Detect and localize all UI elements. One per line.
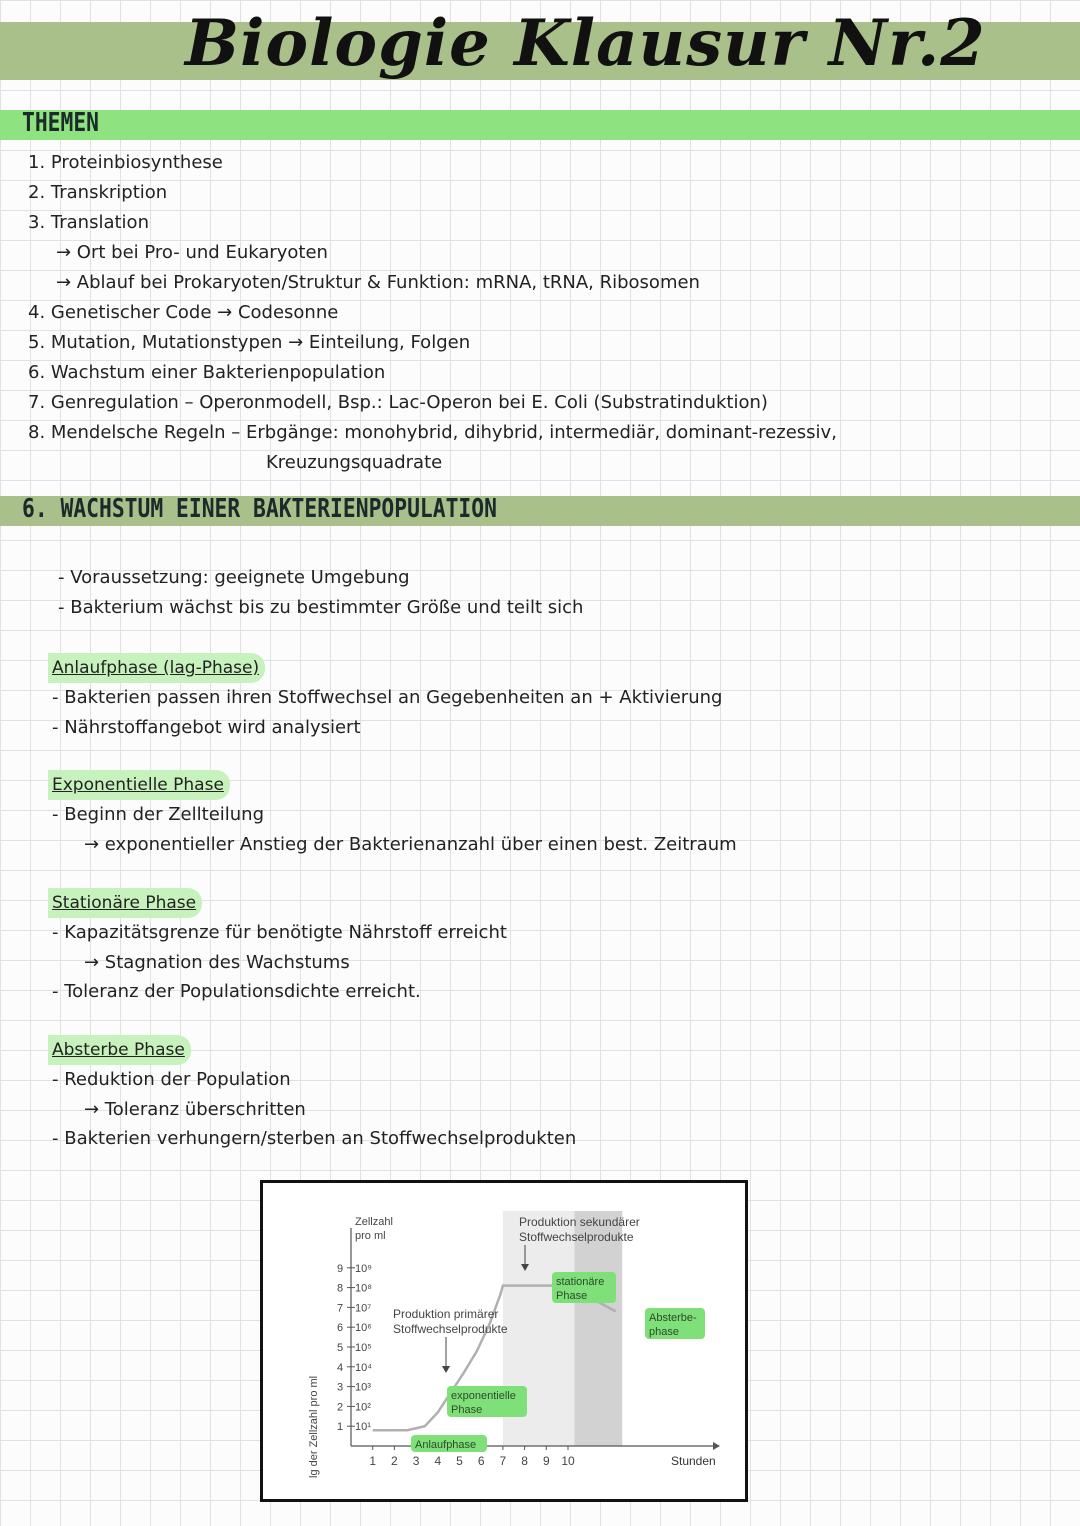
y-tick-label: 10⁹ (355, 1262, 372, 1275)
phase-item: - Beginn der Zellteilung (52, 804, 265, 825)
x-tick-label: 9 (542, 1454, 550, 1468)
y-axis-top-label-line1: Zellzahl (355, 1216, 393, 1228)
lag-phase-tag-text: Anlaufphase (415, 1439, 477, 1451)
death-phase-background (575, 1211, 623, 1446)
phase-heading: Anlaufphase (lag-Phase) (48, 653, 265, 683)
primary-products-label-line2: Stoffwechselprodukte (393, 1322, 508, 1336)
y-tick-number: 7 (337, 1302, 344, 1315)
growth-chart (263, 1183, 745, 1499)
y-tick-number: 8 (337, 1282, 344, 1295)
phase-item: - Bakterien verhungern/sterben an Stoffwechselprodukten (52, 1128, 577, 1149)
secondary-products-label-line2: Stoffwechselprodukte (519, 1230, 634, 1244)
phase-items (52, 918, 507, 1007)
phase-heading: Absterbe Phase (48, 1035, 191, 1065)
intro-item: - Voraussetzung: geeignete Umgebung (58, 567, 410, 588)
y-tick-label: 10⁴ (355, 1361, 372, 1374)
phase-item: - Nährstoffangebot wird analysiert (52, 716, 361, 738)
phase-item: → exponentieller Anstieg der Bakterienanzahl über einen best. Zeitraum (84, 833, 737, 855)
themen-item: → Ort bei Pro- und Eukaryoten (56, 242, 328, 263)
y-tick-number: 9 (337, 1262, 344, 1275)
themen-list (28, 148, 837, 478)
x-tick-label: 1 (369, 1454, 377, 1468)
y-tick-label: 10² (355, 1401, 371, 1414)
phase-item: - Kapazitätsgrenze für benötigte Nährstoff erreicht (52, 922, 507, 943)
themen-item: 3. Translation (28, 212, 149, 233)
x-tick-label: 4 (434, 1454, 442, 1468)
intro-list (58, 563, 583, 623)
x-tick-label: 7 (499, 1454, 507, 1468)
themen-heading: THEMEN (22, 108, 100, 138)
phase-heading: Stationäre Phase (48, 888, 202, 918)
x-tick-label: 10 (561, 1454, 575, 1468)
y-tick-number: 3 (337, 1381, 344, 1394)
exp-phase-tag-line2: Phase (451, 1404, 483, 1416)
x-tick-label: 5 (456, 1454, 463, 1468)
x-tick-label: 2 (391, 1454, 398, 1468)
y-tick-label: 10⁶ (355, 1322, 372, 1335)
themen-item: 4. Genetischer Code → Codesonne (28, 302, 339, 323)
x-axis-arrowhead (713, 1442, 720, 1450)
primary-products-label-line1: Produktion primärer (393, 1307, 499, 1321)
y-tick-number: 2 (337, 1401, 344, 1414)
y-tick-label: 10⁸ (355, 1282, 372, 1295)
phase-item: → Stagnation des Wachstums (84, 951, 350, 973)
themen-item: Kreuzungsquadrate (266, 452, 443, 473)
themen-item: 2. Transkription (28, 182, 168, 203)
x-tick-label: 6 (477, 1454, 485, 1468)
primary-products-arrowhead (442, 1366, 450, 1373)
themen-item: → Ablauf bei Prokaryoten/Struktur & Funktion: mRNA, tRNA, Ribosomen (56, 272, 700, 293)
secondary-products-label-line1: Produktion sekundärer (519, 1215, 640, 1229)
themen-item: 1. Proteinbiosynthese (28, 152, 223, 173)
y-axis-top-label-line2: pro ml (355, 1230, 386, 1242)
y-ticks (337, 1263, 372, 1433)
stationary-phase-tag-line1: stationäre (556, 1276, 605, 1288)
stationary-phase-tag-line2: Phase (556, 1290, 588, 1302)
y-tick-label: 10³ (355, 1381, 371, 1394)
y-tick-number: 1 (337, 1421, 344, 1434)
y-tick-number: 5 (337, 1342, 344, 1354)
death-phase-tag-line2: phase (649, 1326, 679, 1338)
exp-phase-tag-line1: exponentielle (451, 1390, 516, 1402)
y-tick-label: 10¹ (355, 1421, 371, 1434)
phase-item: → Toleranz überschritten (84, 1098, 306, 1120)
y-tick-number: 6 (337, 1322, 344, 1335)
x-tick-label: 8 (521, 1454, 528, 1468)
x-axis-label: Stunden (671, 1454, 716, 1468)
growth-chart-frame (260, 1180, 748, 1502)
phase-item: - Toleranz der Populationsdichte erreicht. (52, 981, 421, 1002)
themen-item: 7. Genregulation – Operonmodell, Bsp.: Lac-Operon bei E. Coli (Substratinduktion) (28, 392, 768, 413)
death-phase-tag-line1: Absterbe- (649, 1312, 697, 1324)
themen-item: 5. Mutation, Mutationstypen → Einteilung, Folgen (28, 332, 471, 353)
phase-items (52, 1065, 576, 1154)
y-axis-label: lg der Zellzahl pro ml (308, 1375, 320, 1478)
page-title: Biologie Klausur Nr.2 (185, 6, 986, 81)
phase-item: - Reduktion der Population (52, 1069, 291, 1090)
themen-band (0, 110, 1080, 140)
themen-item: 8. Mendelsche Regeln – Erbgänge: monohybrid, dihybrid, intermediär, dominant-rezessiv, (28, 422, 837, 443)
y-tick-label: 10⁵ (355, 1342, 372, 1354)
x-tick-label: 3 (412, 1454, 420, 1468)
phase-items (52, 683, 722, 742)
y-tick-number: 4 (337, 1361, 344, 1374)
section6-heading: 6. WACHSTUM EINER BAKTERIENPOPULATION (22, 494, 497, 524)
phase-item: - Bakterien passen ihren Stoffwechsel an Gegebenheiten an + Aktivierung (52, 687, 723, 708)
phase-items (52, 800, 737, 859)
intro-item: - Bakterium wächst bis zu bestimmter Größe und teilt sich (58, 597, 584, 618)
phase-heading: Exponentielle Phase (48, 770, 230, 800)
themen-item: 6. Wachstum einer Bakterienpopulation (28, 362, 386, 383)
y-tick-label: 10⁷ (355, 1302, 372, 1315)
